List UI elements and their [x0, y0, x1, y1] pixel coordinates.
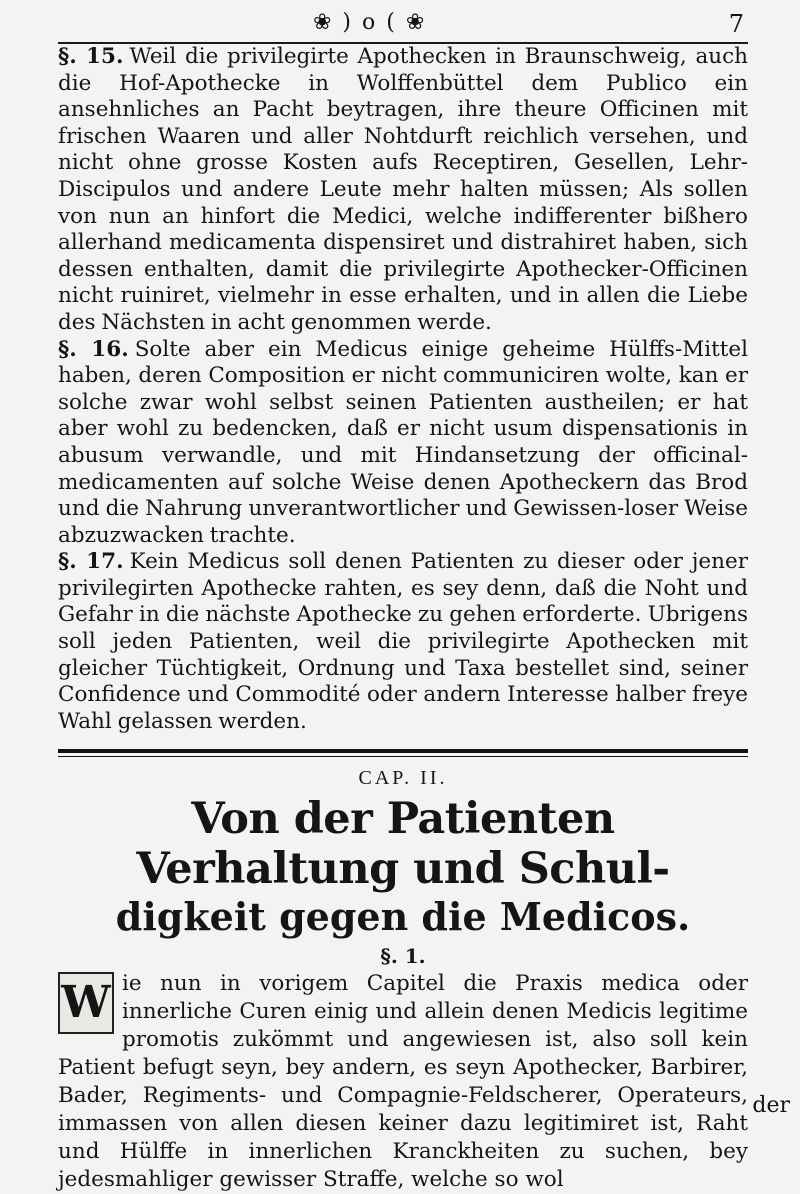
document-page	[58, 8, 748, 1194]
chapter-title-line1: Von der Patienten Verhaltung und Schul-	[136, 794, 670, 895]
paragraph-15	[58, 44, 748, 337]
section-number: §. 16.	[58, 336, 129, 362]
divider-thin	[58, 756, 748, 757]
paragraph-16	[58, 337, 748, 550]
section-number: §. 17.	[58, 549, 124, 575]
divider-thick	[58, 749, 748, 753]
chapter-label: CAP. II.	[358, 767, 448, 790]
chapter-section-number: §. 1.	[380, 944, 426, 969]
header-ornament: ❀ ) o ( ❀	[313, 10, 427, 35]
section-number: §. 15.	[58, 44, 124, 69]
paragraph-text: Kein Medicus soll denen Patienten zu dieser oder jener privilegirten Apothecke rahten, es sey denn, daß die Noht und Gefahr in die nächste Apothecke zu gehen erforderte. Ubrigens soll jeden Patienten, weil die privilegirte Apothecken mit gleicher Tüchtigkeit, Ordnung und Taxa bestellet sind, seiner Confidence und Commodité oder andern Interesse halber freye Wahl gelassen werden.	[58, 549, 749, 734]
chapter-body-text: ie nun in vorigem Capitel die Praxis medica oder innerliche Curen einig und allein denen Medicis legitime promotis zukömmt und angewiesen ist, also soll kein Patient befugt seyn, bey andern, es seyn Apothecker, Barbirer, Bader, Regiments- und Compagnie-Feldscherer, Operateurs, immassen von allen diesen keiner dazu legitimiret ist, Raht und Hülffe in innerlichen Kranckheiten zu suchen, bey jedesmahliger gewisser Straffe, welche so wol	[58, 971, 748, 1193]
paragraph-text: Solte aber ein Medicus einige geheime Hülffs-Mittel haben, deren Composition er nicht communiciren wolte, kan er solche zwar wohl selbst seinen Patienten austheilen; er hat aber wohl zu bedencken, daß er nicht usum dispensationis in abusum verwandle, und mit Hindansetzung der officinal-medicamenten auf solche Weise denen Apotheckern das Brod und die Nahrung unverantwortlicher und Gewissen-loser Weise abzuzwacken trachte.	[58, 336, 748, 548]
running-head	[58, 8, 748, 44]
catchword: der	[752, 1093, 790, 1118]
paragraph-text: Weil die privilegirte Apothecken in Braunschweig, auch die Hof-Apothecke in Wolffenbüttel dem Publico ein ansehnliches an Pacht beytragen, ihre theure Officinen mit frischen Waaren und aller Nohtdurft reichlich versehen, und nicht ohne grosse Kosten aufs Receptiren, Gesellen, Lehr-Discipulos und andere Leute mehr halten müssen; Als sollen von nun an hinfort die Medici, welche indifferenter bißhero allerhand medicamenta dispensiret und distrahiret haben, sich dessen enthalten, damit die privilegirte Apothecker-Officinen nicht ruiniret, vielmehr in esse erhalten, und in allen die Liebe des Nächsten in acht genommen werde.	[58, 44, 748, 335]
chapter-title-line2: digkeit gegen die Medicos.	[115, 894, 691, 940]
chapter-body	[58, 970, 748, 1194]
paragraph-17	[58, 549, 748, 735]
page-number: 7	[728, 10, 744, 38]
drop-cap-initial: W	[58, 972, 114, 1034]
chapter-title	[58, 794, 748, 940]
